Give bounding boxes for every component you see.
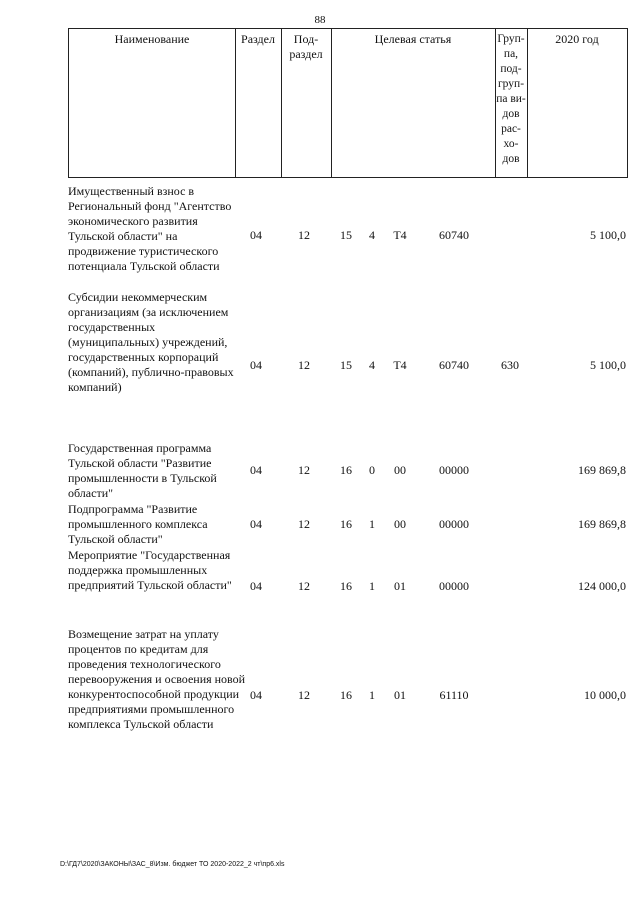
row-podrazdel: 12	[298, 579, 310, 593]
row-name: Субсидии некоммерческим организациям (за исключением государственных (муниципальных) учреждений, государственных корпораций (компаний), публично-правовых компаний)	[68, 290, 234, 394]
row-name: Государственная программа Тульской области "Развитие промышленности в Тульской области"	[68, 441, 217, 500]
header-subsection: Под- раздел	[289, 32, 323, 61]
row-cs4: 60740	[439, 358, 469, 372]
row-cs1: 15	[340, 228, 352, 242]
header-target: Целевая статья	[374, 32, 452, 46]
row-cs2: 1	[369, 517, 375, 531]
table-header	[68, 28, 628, 178]
row-amount: 10 000,0	[584, 688, 626, 702]
row-cs1: 16	[340, 517, 352, 531]
row-cs4: 00000	[439, 463, 469, 477]
row-podrazdel: 12	[298, 358, 310, 372]
row-name: Имущественный взнос в Региональный фонд "Агентство экономического развития Тульской области" на продвижение туристического потенциала Тульской области	[68, 184, 232, 273]
row-cs2: 1	[369, 579, 375, 593]
row-cs3: Т4	[393, 358, 407, 372]
row-amount: 169 869,8	[578, 463, 626, 477]
row-razdel: 04	[250, 228, 262, 242]
row-razdel: 04	[250, 688, 262, 702]
header-group: Груп- па, под- груп- па ви- дов рас- хо- дов	[496, 33, 526, 165]
row-amount: 169 869,8	[578, 517, 626, 531]
row-podrazdel: 12	[298, 517, 310, 531]
row-cs3: 00	[394, 517, 406, 531]
row-name: Возмещение затрат на уплату процентов по кредитам для проведения технологического перевооружения и освоения новой конкурентоспособной продукции предприятиями промышленного комплекса Тульской области	[68, 627, 246, 731]
row-cs1: 16	[340, 688, 352, 702]
row-amount: 5 100,0	[590, 358, 626, 372]
row-cs3: 01	[394, 688, 406, 702]
row-cs3: Т4	[393, 228, 407, 242]
file-path-footer: D:\ГД7\2020\ЗАКОНЫ\ЗАС_8\Изм. бюджет ТО 2020-2022_2 чт\пр6.xls	[60, 861, 285, 868]
row-razdel: 04	[250, 517, 262, 531]
row-amount: 124 000,0	[578, 579, 626, 593]
row-razdel: 04	[250, 463, 262, 477]
row-podrazdel: 12	[298, 463, 310, 477]
row-razdel: 04	[250, 358, 262, 372]
page-number: 88	[314, 14, 326, 26]
row-cs1: 16	[340, 579, 352, 593]
row-cs3: 00	[394, 463, 406, 477]
row-amount: 5 100,0	[590, 228, 626, 242]
header-divider	[331, 29, 332, 177]
row-cs2: 4	[369, 228, 375, 242]
row-group: 630	[501, 358, 519, 372]
row-razdel: 04	[250, 579, 262, 593]
header-divider	[527, 29, 528, 177]
row-name: Подпрограмма "Развитие промышленного комплекса Тульской области"	[68, 502, 208, 546]
row-cs4: 00000	[439, 517, 469, 531]
row-podrazdel: 12	[298, 228, 310, 242]
row-cs1: 15	[340, 358, 352, 372]
row-name: Мероприятие "Государственная поддержка промышленных предприятий Тульской области"	[68, 548, 232, 592]
row-cs1: 16	[340, 463, 352, 477]
row-cs2: 1	[369, 688, 375, 702]
header-name: Наименование	[114, 32, 190, 46]
row-cs2: 0	[369, 463, 375, 477]
row-cs4: 61110	[439, 688, 469, 702]
row-podrazdel: 12	[298, 688, 310, 702]
header-divider	[235, 29, 236, 177]
header-year: 2020 год	[555, 32, 599, 46]
row-cs3: 01	[394, 579, 406, 593]
row-cs4: 00000	[439, 579, 469, 593]
row-cs4: 60740	[439, 228, 469, 242]
row-cs2: 4	[369, 358, 375, 372]
header-section: Раздел	[241, 32, 275, 46]
